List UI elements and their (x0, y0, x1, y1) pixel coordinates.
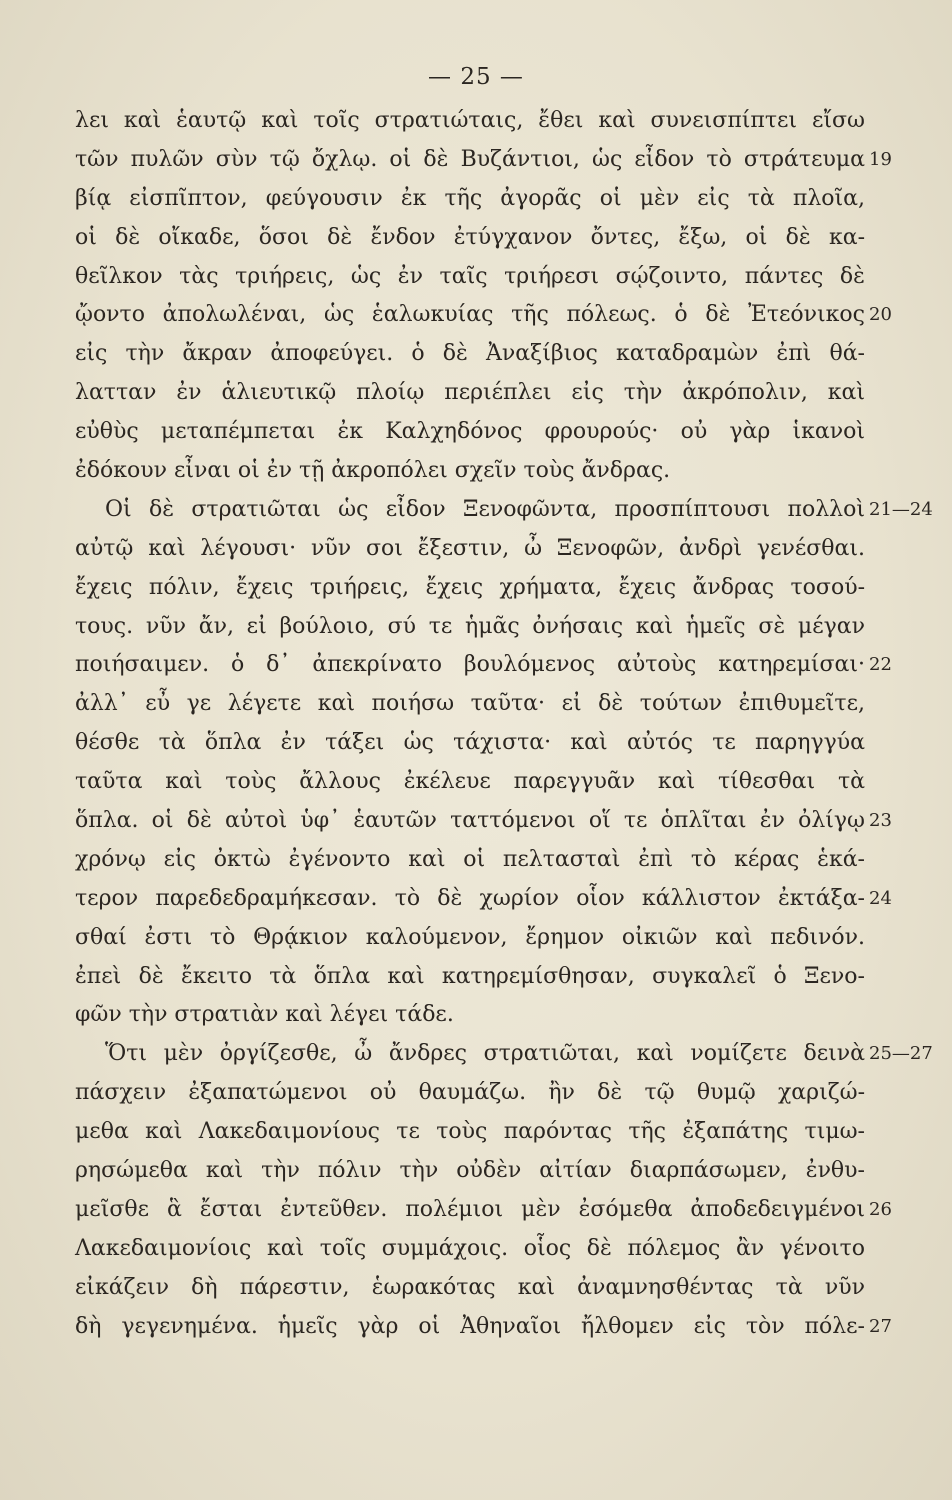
line-text: λει καὶ ἑαυτῷ καὶ τοῖς στρατιώταις, ἔθει καὶ συνεισπίπτει εἴσω (75, 108, 865, 133)
line-text: ᾤοντο ἀπολωλέναι, ὡς ἑαλωκυίας τῆς πόλεως. ὁ δὲ Ἐτεόνικος (75, 302, 865, 328)
section-number: 25—27 (869, 1043, 933, 1065)
text-line (75, 335, 865, 374)
line-text: Ὅτι μὲν ὀργίζεσθε, ὦ ἄνδρες στρατιῶται, καὶ νομίζετε δεινὰ (105, 1041, 865, 1067)
section-number: 26 (869, 1198, 892, 1220)
line-text: ταῦτα καὶ τοὺς ἄλλους ἐκέλευε παρεγγυᾶν καὶ τίθεσθαι τὰ (75, 769, 865, 795)
line-text: δὴ γεγενημένα. ἡμεῖς γὰρ οἱ Ἀθηναῖοι ἤλθομεν εἰς τὸν πόλε- (75, 1313, 865, 1339)
line-text: εὐθὺς μεταπέμπεται ἐκ Καλχηδόνος φρουρούς· οὐ γὰρ ἱκανοὶ (75, 419, 865, 445)
line-text: ποιήσαιμεν. ὁ δ᾽ ἀπεκρίνατο βουλόμενος αὐτοὺς κατηρεμίσαι· (75, 652, 865, 678)
text-line (75, 958, 865, 997)
section-number: 19 (869, 148, 892, 170)
line-text: πάσχειν ἐξαπατώμενοι οὐ θαυμάζω. ἢν δὲ τῷ θυμῷ χαριζώ- (75, 1080, 865, 1106)
line-text: θεῖλκον τὰς τριήρεις, ὡς ἐν ταῖς τριήρεσι σῴζοιντο, πάντες δὲ (75, 263, 865, 289)
text-line (75, 608, 865, 647)
section-number: 22 (869, 654, 892, 676)
text-line (75, 219, 865, 258)
text-line (75, 1230, 865, 1269)
line-text: τους. νῦν ἄν, εἰ βούλοιο, σύ τε ἡμᾶς ὀνήσαις καὶ ἡμεῖς σὲ μέγαν (75, 613, 865, 639)
body-text (75, 102, 933, 1347)
line-text: ὅπλα. οἱ δὲ αὐτοὶ ὑφ᾽ ἑαυτῶν ταττόμενοι οἵ τε ὁπλῖται ἐν ὀλίγῳ (75, 808, 865, 834)
text-line (75, 802, 892, 841)
line-text: εἰς τὴν ἄκραν ἀποφεύγει. ὁ δὲ Ἀναξίβιος καταδραμὼν ἐπὶ θά- (75, 341, 865, 367)
text-line (75, 841, 865, 880)
text-line (75, 1308, 892, 1347)
line-text: σθαί ἐστι τὸ Θρᾴκιον καλούμενον, ἔρημον οἰκιῶν καὶ πεδινόν. (75, 924, 865, 950)
line-text: βίᾳ εἰσπῖπτον, φεύγουσιν ἐκ τῆς ἀγορᾶς οἱ μὲν εἰς τὰ πλοῖα, (75, 185, 865, 211)
text-line (75, 258, 865, 297)
text-line (75, 685, 865, 724)
text-line (75, 296, 892, 335)
line-text: τερον παρεδεδραμήκεσαν. τὸ δὲ χωρίον οἷον κάλλιστον ἐκτάξα- (75, 885, 865, 911)
section-number: 21—24 (869, 498, 933, 520)
line-text: Οἱ δὲ στρατιῶται ὡς εἶδον Ξενοφῶντα, προσπίπτουσι πολλοὶ (105, 496, 865, 522)
text-line (75, 996, 865, 1035)
line-text: λατταν ἐν ἁλιευτικῷ πλοίῳ περιέπλει εἰς τὴν ἀκρόπολιν, καὶ (75, 380, 865, 406)
line-text: εἰκάζειν δὴ πάρεστιν, ἑωρακότας καὶ ἀναμνησθέντας τὰ νῦν (75, 1274, 865, 1300)
text-line (75, 180, 865, 219)
line-text: ἐπεὶ δὲ ἔκειτο τὰ ὅπλα καὶ κατηρεμίσθησαν, συγκαλεῖ ὁ Ξενο- (75, 963, 865, 989)
line-text: θέσθε τὰ ὅπλα ἐν τάξει ὡς τάχιστα· καὶ αὐτός τε παρηγγύα (75, 730, 865, 756)
line-text: φῶν τὴν στρατιὰν καὶ λέγει τάδε. (75, 1002, 454, 1028)
line-text: οἱ δὲ οἴκαδε, ὅσοι δὲ ἔνδον ἐτύγχανον ὄντες, ἔξω, οἱ δὲ κα- (75, 224, 865, 250)
text-line (75, 491, 933, 530)
text-line (75, 724, 865, 763)
text-line (75, 763, 865, 802)
line-text: Λακεδαιμονίοις καὶ τοῖς συμμάχοις. οἷος δὲ πόλεμος ἂν γένοιτο (75, 1235, 865, 1261)
text-line (75, 1191, 892, 1230)
section-number: 24 (869, 887, 892, 909)
text-line (75, 374, 865, 413)
text-line (75, 919, 865, 958)
line-text: ἀλλ᾽ εὖ γε λέγετε καὶ ποιήσω ταῦτα· εἰ δὲ τούτων ἐπιθυμεῖτε, (75, 691, 865, 717)
line-text: αὐτῷ καὶ λέγουσι· νῦν σοι ἔξεστιν, ὦ Ξενοφῶν, ἀνδρὶ γενέσθαι. (75, 535, 865, 561)
section-number: 23 (869, 810, 892, 832)
text-line (75, 569, 865, 608)
text-line (75, 102, 865, 141)
text-line (75, 452, 865, 491)
line-text: μεῖσθε ἃ ἔσται ἐντεῦθεν. πολέμιοι μὲν ἐσόμεθα ἀποδεδειγμένοι (75, 1196, 865, 1222)
line-text: τῶν πυλῶν σὺν τῷ ὄχλῳ. οἱ δὲ Βυζάντιοι, ὡς εἶδον τὸ στράτευμα (75, 146, 865, 172)
line-text: ἔχεις πόλιν, ἔχεις τριήρεις, ἔχεις χρήματα, ἔχεις ἄνδρας τοσού- (75, 574, 865, 600)
text-line (75, 141, 892, 180)
text-line (75, 1113, 865, 1152)
section-number: 27 (869, 1315, 892, 1337)
text-line (75, 1035, 933, 1074)
section-number: 20 (869, 304, 892, 326)
text-line (75, 530, 865, 569)
text-line (75, 413, 865, 452)
text-line (75, 1152, 865, 1191)
line-text: μεθα καὶ Λακεδαιμονίους τε τοὺς παρόντας τῆς ἐξαπάτης τιμω- (75, 1119, 865, 1145)
page-number: — 25 — (428, 64, 524, 90)
text-line (75, 646, 892, 685)
text-line (75, 1269, 865, 1308)
text-line (75, 880, 892, 919)
text-line (75, 1074, 865, 1113)
line-text: ἐδόκουν εἶναι οἱ ἐν τῇ ἀκροπόλει σχεῖν τοὺς ἄνδρας. (75, 458, 671, 484)
line-text: χρόνῳ εἰς ὀκτὼ ἐγένοντο καὶ οἱ πελτασταὶ ἐπὶ τὸ κέρας ἑκά- (75, 846, 865, 872)
line-text: ρησώμεθα καὶ τὴν πόλιν τὴν οὐδὲν αἰτίαν διαρπάσωμεν, ἐνθυ- (75, 1158, 865, 1184)
